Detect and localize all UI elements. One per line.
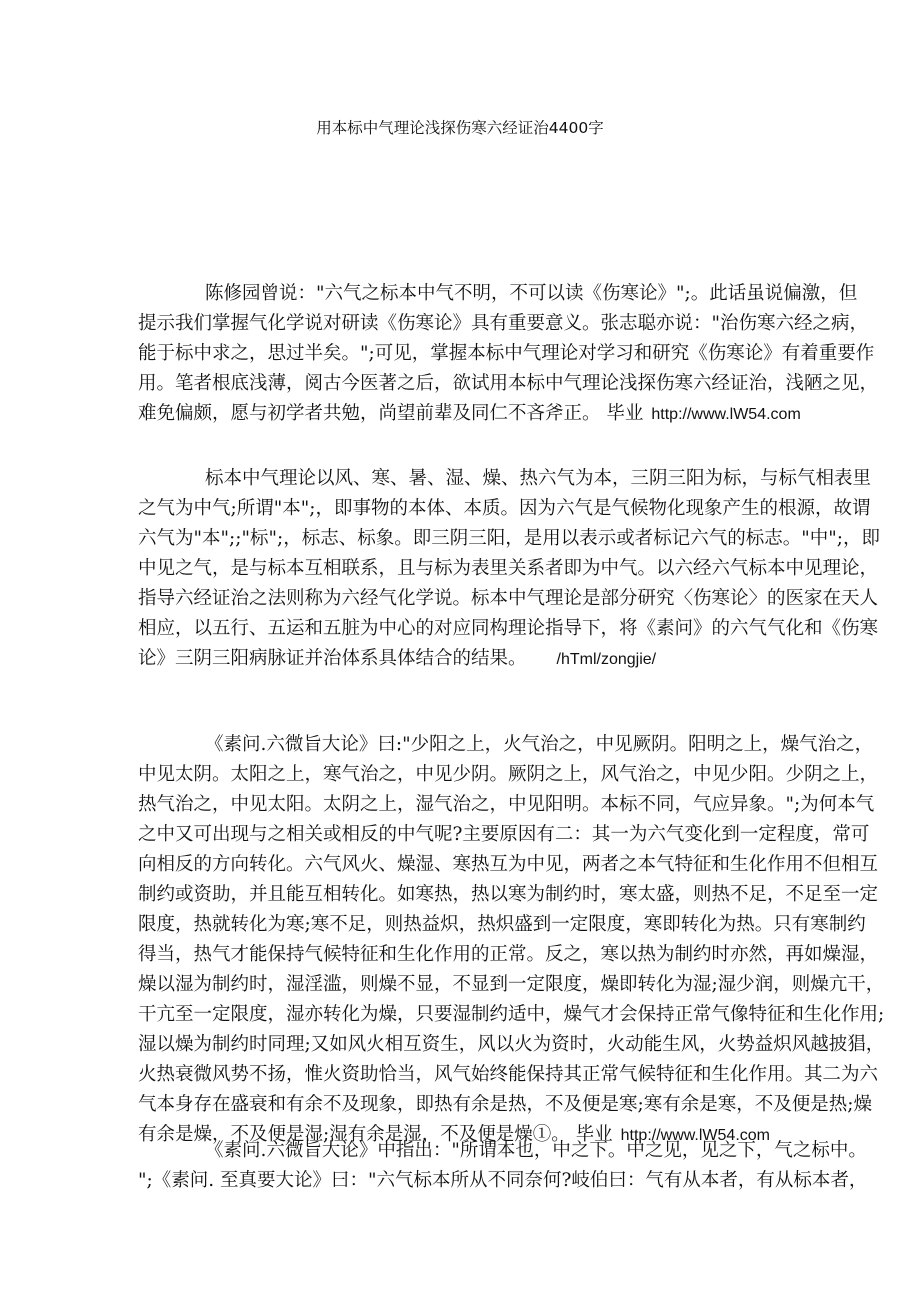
line-text: 限度，热就转化为寒;寒不足，则热益炽，热炽盛到一定限度，寒即转化为热。只有寒制约 <box>138 914 866 935</box>
line-text: 陈修园曾说："六气之标本中气不明，不可以读《伤寒论》";。此话虽说偏激，但 <box>205 283 858 304</box>
line-text: 指导六经证治之法则称为六经气化学说。标本中气理论是部分研究〈伤寒论〉的医家在天人 <box>138 588 879 609</box>
text-line <box>138 970 885 1000</box>
text-line <box>138 850 879 880</box>
text-line <box>138 730 874 760</box>
text-line <box>138 1030 885 1060</box>
text-line <box>138 614 879 644</box>
text-line <box>138 584 879 614</box>
text-line <box>138 339 875 369</box>
text-line <box>138 494 871 524</box>
line-text: 相应，以五行、五运和五脏为中心的对应同构理论指导下，将《素问》的六气气化和《伤寒 <box>138 618 879 639</box>
text-line <box>138 279 858 309</box>
line-text: 气本身存在盛衰和有余不及现象，即热有余是热，不及便是寒;寒有余是寒，不及便是热;燥 <box>138 1094 872 1115</box>
paragraph-1 <box>138 279 879 429</box>
text-line <box>138 910 866 940</box>
line-text: 提示我们掌握气化学说对研读《伤寒论》具有重要意义。张志聪亦说："治伤寒六经之病， <box>138 313 869 334</box>
link-text[interactable]: http://www.lW54.com <box>620 1127 770 1144</box>
line-text: 能于标中求之，思过半矣。";可见，掌握本标中气理论对学习和研究《伤寒论》有着重要作 <box>138 343 875 364</box>
text-line <box>138 880 879 910</box>
line-text: 热气治之，中见太阳。太阴之上，湿气治之，中见阳明。本标不同，气应异象。";为何本气 <box>138 794 875 815</box>
line-text: 论》三阴三阳病脉证并治体系具体结合的结果。 <box>138 648 527 669</box>
text-line <box>138 760 879 790</box>
text-line <box>138 554 879 584</box>
text-line <box>138 820 870 850</box>
text-line <box>138 464 872 494</box>
text-line <box>138 940 879 970</box>
text-line <box>138 644 798 674</box>
line-text: 之中又可出现与之相关或相反的中气呢?主要原因有二：其一为六气变化到一定程度，常可 <box>138 824 870 845</box>
paragraph-2 <box>138 464 880 674</box>
line-text: 得当，热气才能保持气候特征和生化作用的正常。反之，寒以热为制约时亦然，再如燥湿， <box>138 944 879 965</box>
text-line <box>138 399 801 429</box>
paragraph-3 <box>138 730 885 1150</box>
line-text: 向相反的方向转化。六气风火、燥湿、寒热互为中见，两者之本气特征和生化作用不但相互 <box>138 854 879 875</box>
text-line <box>138 1090 872 1120</box>
line-text: 中见之气，是与标本互相联系，且与标为表里关系者即为中气。以六经六气标本中见理论， <box>138 558 879 579</box>
text-line <box>138 1136 867 1166</box>
text-line <box>138 1166 868 1196</box>
line-text: 燥以湿为制约时，湿淫滥，则燥不显，不显到一定限度，燥即转化为湿;湿少润，则燥亢干， <box>138 974 885 995</box>
line-text: 中见太阴。太阳之上，寒气治之，中见少阴。厥阴之上，风气治之，中见少阳。少阴之上， <box>138 764 879 785</box>
document-title: 用本标中气理论浅探伤寒六经证治4400字 <box>316 119 604 137</box>
line-text: 制约或资助，并且能互相转化。如寒热，热以寒为制约时，寒太盛，则热不足，不足至一定 <box>138 884 879 905</box>
line-text: 火热衰微风势不扬，惟火资助恰当，风气始终能保持其正常气候特征和生化作用。其二为六 <box>138 1064 879 1085</box>
text-line <box>138 309 869 339</box>
paragraph-4 <box>138 1136 868 1196</box>
line-text: ";《素问. 至真要大论》曰："六气标本所从不同奈何?岐伯曰：气有从本者，有从标本者， <box>138 1170 868 1191</box>
text-line <box>138 1060 879 1090</box>
line-text: 标本中气理论以风、寒、暑、湿、燥、热六气为本，三阴三阳为标，与标气相表里 <box>205 468 872 489</box>
text-line <box>138 1000 885 1030</box>
line-text: 之气为中气;所谓"本";，即事物的本体、本质。因为六气是气候物化现象产生的根源，故谓 <box>138 498 871 519</box>
text-line <box>138 524 880 554</box>
link-text[interactable]: /hTml/zongjie/ <box>556 651 657 668</box>
text-line <box>138 369 879 399</box>
line-text: 《素问.六微旨大论》曰:"少阳之上，火气治之，中见厥阴。阳明之上，燥气治之， <box>205 734 874 755</box>
line-text: 用。笔者根底浅薄，阅古今医著之后，欲试用本标中气理论浅探伤寒六经证治，浅陋之见， <box>138 373 879 394</box>
line-text: 六气为"本";;"标";，标志、标象。即三阴三阳，是用以表示或者标记六气的标志。"中";，即 <box>138 528 880 549</box>
line-text: 干亢至一定限度，湿亦转化为燥，只要湿制约适中，燥气才会保持正常气像特征和生化作用; <box>138 1004 885 1025</box>
link-text[interactable]: http://www.lW54.com <box>651 406 801 423</box>
line-text: 有余是燥，不及便是湿;湿有余是湿，不及便是燥①。 毕业 <box>138 1124 613 1145</box>
line-text: 《素问.六微旨大论》中指出："所谓本也，中之下。中之见，见之下，气之标中。 <box>205 1140 867 1161</box>
text-line <box>138 790 875 820</box>
line-text: 湿以燥为制约时同理;又如风火相互资生，风以火为资时，火动能生风，火势益炽风越披猖， <box>138 1034 885 1055</box>
line-text: 难免偏颇，愿与初学者共勉，尚望前辈及同仁不吝斧正。 毕业 <box>138 403 644 424</box>
